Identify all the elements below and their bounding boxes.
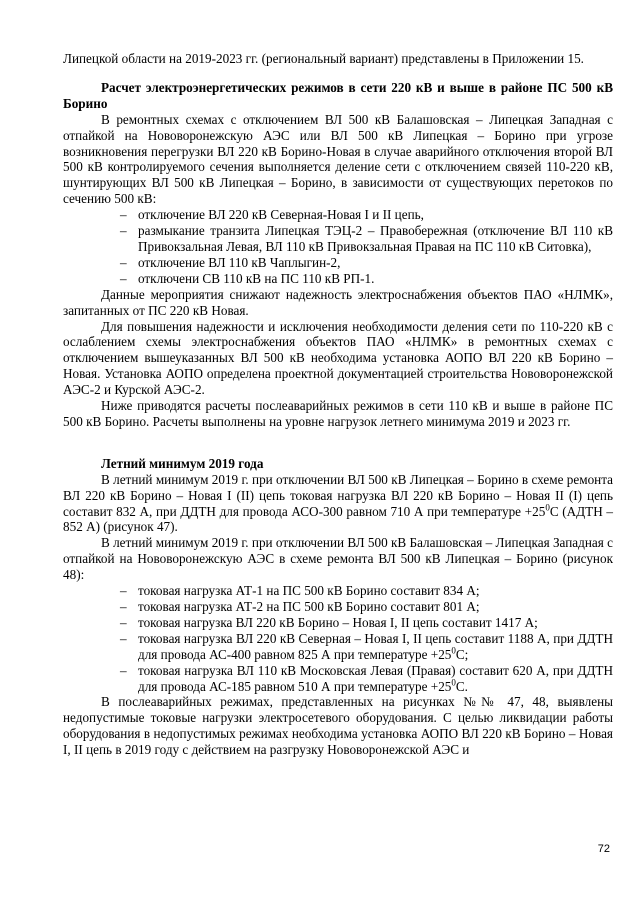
top-line: Липецкой области на 2019-2023 гг. (региональный вариант) представлены в Приложении 15. — [63, 51, 584, 66]
dash-marker: – — [120, 614, 127, 630]
list-item: – токовая нагрузка АТ-2 на ПС 500 кВ Борино составит 801 А; — [120, 599, 480, 614]
paragraph: Для повышения надежности и исключения необходимости деления сети по 110-220 кВ с ослаблением схемы электроснабжения объектов ПАО «НЛМК» в ремонтных схемах с отключением вышеуказанных ВЛ 500 кВ необходима установка АОПО ВЛ 220 кВ Борино – Новая. Установка АОПО определена проектной документацией строительства Нововоронежской АЭС-2 и Курской АЭС-2. — [63, 318, 613, 398]
paragraph: В летний минимум 2019 г. при отключении ВЛ 500 кВ Липецкая – Борино в схеме ремонта ВЛ 220 кВ Борино – Новая I (II) цепь токовая нагрузка ВЛ 220 кВ Борино – Новая II (I) цепь составит 832 А, при ДДТН для провода АСО-300 равном 710 А при температуре $+25^0С$ (АДТН – 852 А) (рисунок 47). — [63, 471, 613, 535]
list-item: – отключение ВЛ 110 кВ Чаплыгин-2, — [120, 254, 341, 270]
paragraph: В летний минимум 2019 г. при отключении ВЛ 500 кВ Балашовская – Липецкая Западная с отпайкой на Нововоронежскую АЭС в схеме ремонта ВЛ 500 кВ Липецкая – Борино (рисунок 48): — [63, 535, 613, 583]
list-item: – токовая нагрузка ВЛ 220 кВ Северная – Новая I, II цепь составит 1188 А, при ДДТН для провода АС-400 равном 825 А при температуре $+25^0С$; — [120, 630, 613, 662]
dash-marker: – — [120, 599, 127, 614]
section-heading-borino: Расчет электроэнергетических режимов в сети 220 кВ и выше в районе ПС 500 кВ Борино — [63, 79, 613, 111]
list-item: – токовая нагрузка АТ-1 на ПС 500 кВ Борино составит 834 А; — [120, 583, 480, 599]
document-page — [63, 51, 613, 758]
list-item: – отключени СВ 110 кВ на ПС 110 кВ РП-1. — [120, 270, 375, 286]
section-heading-summer-min-2019: Летний минимум 2019 года — [101, 455, 264, 471]
dash-marker: – — [120, 630, 127, 646]
list-item: – токовая нагрузка ВЛ 110 кВ Московская Левая (Правая) составит 620 А, при ДДТН для провода АС-185 равном 510 А при температуре $+25^0С$. — [120, 662, 613, 694]
paragraph: В ремонтных схемах с отключением ВЛ 500 кВ Балашовская – Липецкая Западная с отпайкой на Нововоронежскую АЭС или ВЛ 500 кВ Липецкая – Борино при угрозе возникновения перегрузки ВЛ 220 кВ Борино-Новая в случае аварийного отключения второй ВЛ 500 кВ контролируемого сечения выполняется деление сети с отключением связей 110-220 кВ, шунтирующих ВЛ 500 кВ Липецкая – Борино, в зависимости от существующих перетоков по сечению 500 кВ: — [63, 111, 613, 207]
list-item: – отключение ВЛ 220 кВ Северная-Новая I и II цепь, — [120, 207, 424, 223]
page-number: 72 — [597, 843, 610, 855]
list-item: – размыкание транзита Липецкая ТЭЦ-2 – Правобережная (отключение ВЛ 110 кВ Привокзальная Левая, ВЛ 110 кВ Привокзальная Правая на ПС 110 кВ Ситовка), — [120, 223, 613, 254]
list-item: – токовая нагрузка ВЛ 220 кВ Борино – Новая I, II цепь составит 1417 А; — [120, 614, 538, 630]
paragraph: Данные мероприятия снижают надежность электроснабжения объектов ПАО «НЛМК», запитанных от ПС 220 кВ Новая. — [63, 286, 613, 318]
dash-marker: – — [120, 207, 127, 223]
loads-list — [63, 583, 613, 694]
measures-list — [63, 207, 613, 287]
dash-marker: – — [120, 254, 127, 270]
paragraph: В послеаварийных режимах, представленных на рисунках №№ 47, 48, выявлены недопустимые токовые нагрузки электросетевого оборудования. С целью ликвидации работы оборудования в недопустимых режимах необходима установка АОПО ВЛ 220 кВ Борино – Новая I, II цепь в 2019 году с действием на разгрузку Нововоронежской АЭС и — [63, 694, 613, 758]
dash-marker: – — [120, 662, 127, 678]
dash-marker: – — [120, 583, 127, 599]
paragraph: Ниже приводятся расчеты послеаварийных режимов в сети 110 кВ и выше в районе ПС 500 кВ Борино. Расчеты выполнены на уровне нагрузок летнего минимума 2019 и 2023 гг. — [63, 398, 613, 429]
dash-marker: – — [120, 270, 127, 286]
dash-marker: – — [120, 223, 127, 239]
